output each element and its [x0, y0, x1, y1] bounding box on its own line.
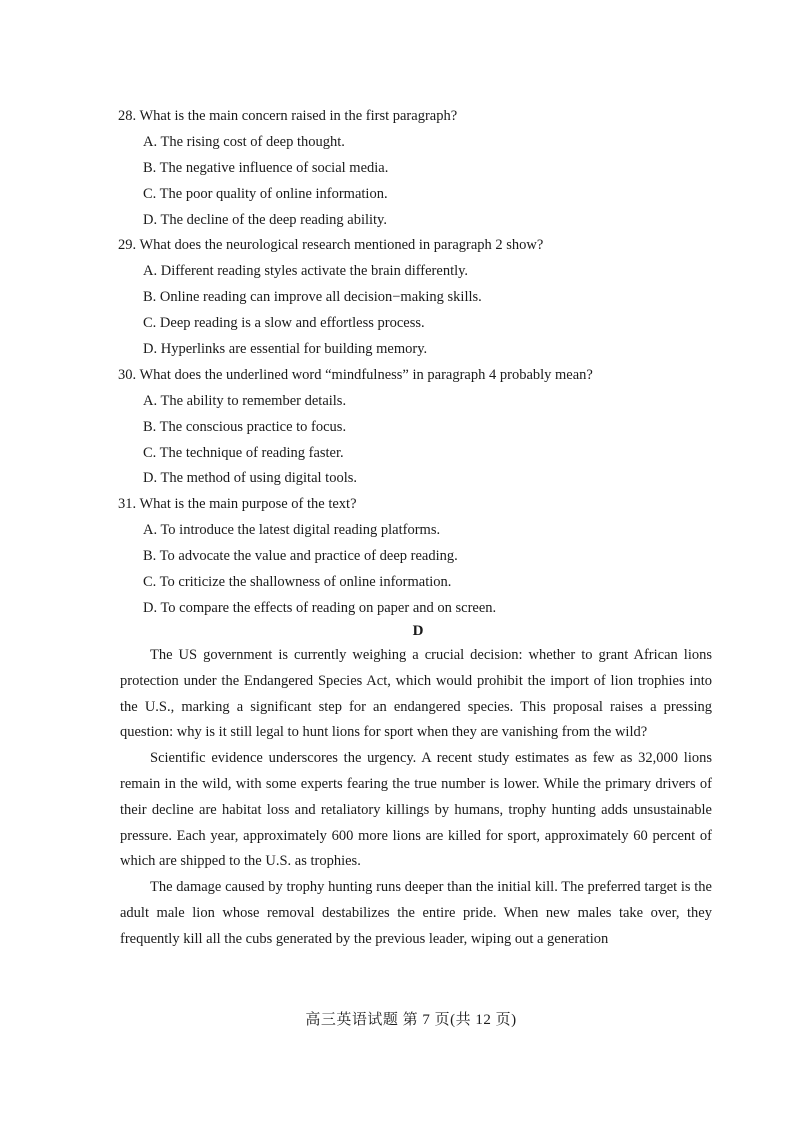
passage-paragraph: The US government is currently weighing a crucial decision: whether to grant African lions protection under the Endangered Species Act, which would prohibit the import of lion trophies into the U.S., marking a significant step for an endangered species. This proposal raises a pressing question: why is it still legal to hunt lions for sport when they are vanishing from the wild? [120, 647, 712, 741]
question-stem: 28. What is the main concern raised in the first paragraph? [118, 108, 458, 124]
page-footer: 高三英语试题 第 7 页(共 12 页) [305, 1012, 517, 1028]
option-b: B. Online reading can improve all decision−making skills. [143, 289, 482, 306]
section-heading: D [412, 623, 424, 639]
option-b: B. The conscious practice to focus. [143, 418, 347, 435]
option-c: C. The poor quality of online information. [143, 185, 388, 202]
option-b: B. The negative influence of social media. [143, 159, 389, 176]
passage-paragraph: Scientific evidence underscores the urgency. A recent study estimates as few as 32,000 lions remain in the wild, with some experts fearing the true number is lower. While the primary drivers of their decline are habitat loss and retaliatory killings by humans, trophy hunting adds unsustainable pressure. Each year, approximately 600 more lions are killed for sport, approximately 60 percent of which are shipped to the U.S. as trophies. [120, 750, 712, 870]
question-28 [118, 104, 718, 233]
option-d: D. Hyperlinks are essential for building memory. [143, 341, 428, 358]
option-d: D. To compare the effects of reading on paper and on screen. [143, 599, 497, 616]
reading-passage [120, 643, 712, 953]
option-c: C. To criticize the shallowness of online information. [143, 574, 452, 591]
question-30 [118, 363, 718, 492]
option-d: D. The decline of the deep reading ability. [143, 211, 387, 228]
option-c: C. Deep reading is a slow and effortless process. [143, 315, 425, 332]
option-a: A. The ability to remember details. [143, 392, 347, 409]
option-b: B. To advocate the value and practice of deep reading. [143, 548, 458, 565]
question-stem: 29. What does the neurological research mentioned in paragraph 2 show? [118, 237, 544, 254]
option-d: D. The method of using digital tools. [143, 470, 357, 487]
question-stem: 30. What does the underlined word “mindfulness” in paragraph 4 probably mean? [118, 366, 593, 383]
question-list [118, 104, 718, 622]
option-a: A. To introduce the latest digital reading platforms. [143, 522, 441, 539]
question-29 [118, 233, 718, 362]
passage-paragraph: The damage caused by trophy hunting runs deeper than the initial kill. The preferred target is the adult male lion whose removal destabilizes the entire pride. When new males take over, they frequently kill all the cubs generated by the previous leader, wiping out a generation [120, 879, 712, 947]
option-c: C. The technique of reading faster. [143, 444, 344, 461]
option-a: A. Different reading styles activate the brain differently. [143, 263, 469, 280]
question-stem: 31. What is the main purpose of the text? [118, 496, 357, 513]
option-a: A. The rising cost of deep thought. [143, 133, 345, 150]
question-31 [118, 492, 718, 621]
